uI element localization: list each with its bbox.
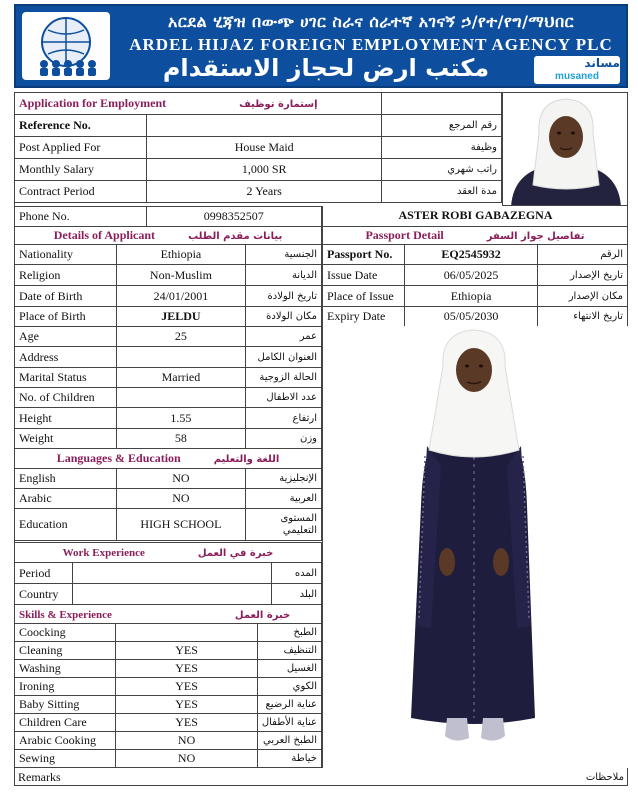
education-row: Education HIGH SCHOOL المستوى التعليمي xyxy=(15,509,322,541)
detail-row: Age 25 عمر xyxy=(15,327,322,347)
work-row: Period المده xyxy=(15,563,322,584)
languages-header xyxy=(15,449,322,469)
skill-row: Cleaning YES التنظيف xyxy=(15,642,322,660)
musaned-logo-arabic: مساند xyxy=(584,56,620,70)
agency-logo xyxy=(22,12,110,80)
details-title: Details of Applicant xyxy=(53,228,156,242)
details-title-ar: بيانات مقدم الطلب xyxy=(188,231,283,242)
skills-table xyxy=(14,604,322,768)
skill-row: Washing YES الغسيل xyxy=(15,660,322,678)
passport-row: Place of Issue Ethiopia مكان الإصدار xyxy=(323,286,628,307)
detail-row: Nationality Ethiopia الجنسية xyxy=(15,245,322,265)
passport-header xyxy=(323,227,628,245)
detail-row: Marital Status Married الحالة الزوجية xyxy=(15,368,322,388)
applicant-name: ASTER ROBI GABAZEGNA xyxy=(322,206,628,226)
details-table xyxy=(14,226,322,449)
language-row: Arabic NO العربية xyxy=(15,489,322,509)
languages-table xyxy=(14,448,322,541)
passport-row: Passport No. EQ2545932 الرقم xyxy=(323,245,628,265)
musaned-logo xyxy=(534,56,620,84)
musaned-logo-english: musaned xyxy=(555,71,599,82)
skill-row: Arabic Cooking NO الطبخ العربي xyxy=(15,732,322,750)
skill-row: Children Care YES عناية الأطفال xyxy=(15,714,322,732)
skill-row: Sewing NO خياطة xyxy=(15,750,322,768)
application-title-ar: إستمارة توظيف xyxy=(239,99,318,110)
passport-title-ar: تفاصيل جواز السفر xyxy=(486,231,585,242)
skills-title: Skills & Experience xyxy=(19,608,112,621)
detail-row: Weight 58 وزن xyxy=(15,429,322,449)
work-title-ar: خبرة في العمل xyxy=(197,548,274,559)
remarks-label-ar: ملاحظات xyxy=(585,771,624,783)
passport-table xyxy=(322,226,628,327)
application-table xyxy=(14,92,502,203)
remarks-table xyxy=(14,768,628,786)
detail-row: Address العنوان الكامل xyxy=(15,347,322,368)
full-body-photo xyxy=(322,326,628,768)
skill-row: Coocking الطبخ xyxy=(15,624,322,642)
remarks-label: Remarks xyxy=(18,769,61,784)
skill-row: Baby Sitting YES عناية الرضيع xyxy=(15,696,322,714)
passport-title: Passport Detail xyxy=(365,228,444,242)
detail-row: Religion Non-Muslim الديانة xyxy=(15,265,322,286)
agency-banner xyxy=(14,4,628,88)
detail-row: Height 1.55 ارتفاع xyxy=(15,408,322,429)
agency-name-english: ARDEL HIJAZ FOREIGN EMPLOYMENT AGENCY PLC xyxy=(129,35,613,54)
detail-row: Place of Birth JELDU مكان الولادة xyxy=(15,307,322,327)
skills-title-ar: خبرة العمل xyxy=(234,609,291,621)
work-header xyxy=(15,543,322,563)
detail-row: Date of Birth 24/01/2001 تاريخ الولادة xyxy=(15,286,322,307)
post-row: Post Applied For House Maid وظيفة xyxy=(15,137,502,159)
contract-row: Contract Period 2 Years مدة العقد xyxy=(15,181,502,203)
skill-row: Ironing YES الكوي xyxy=(15,678,322,696)
work-table xyxy=(14,542,322,605)
phone-table xyxy=(14,206,322,227)
passport-row: Issue Date 06/05/2025 تاريخ الإصدار xyxy=(323,265,628,286)
agency-name-amharic: አርደል ሂጃዝ በውጭ ሀገር ስራና ሰራተኛ አገናኝ ኃ/የተ/የግ/ማህበር xyxy=(168,12,574,31)
language-row: English NO الإنجليزية xyxy=(15,469,322,489)
details-header xyxy=(15,227,322,245)
salary-row: Monthly Salary 1,000 SR راتب شهري xyxy=(15,159,502,181)
work-row: Country البلد xyxy=(15,584,322,605)
application-title: Application for Employment إستمارة توظيف xyxy=(15,93,382,115)
agency-name-arabic: مكتب ارض لحجاز الاستقدام xyxy=(162,54,490,82)
passport-photo xyxy=(502,92,628,206)
passport-row: Expiry Date 05/05/2030 تاريخ الانتهاء xyxy=(323,307,628,327)
languages-title-ar: اللغة والتعليم xyxy=(213,454,280,465)
skills-header xyxy=(15,605,322,624)
languages-title: Languages & Education xyxy=(56,451,181,465)
detail-row: No. of Children عدد الاطفال xyxy=(15,388,322,408)
reference-row: Reference No. رقم المرجع xyxy=(15,115,502,137)
work-title: Work Experience xyxy=(62,547,145,559)
phone-row: Phone No. 0998352507 xyxy=(15,207,322,227)
remarks-row xyxy=(14,768,628,786)
